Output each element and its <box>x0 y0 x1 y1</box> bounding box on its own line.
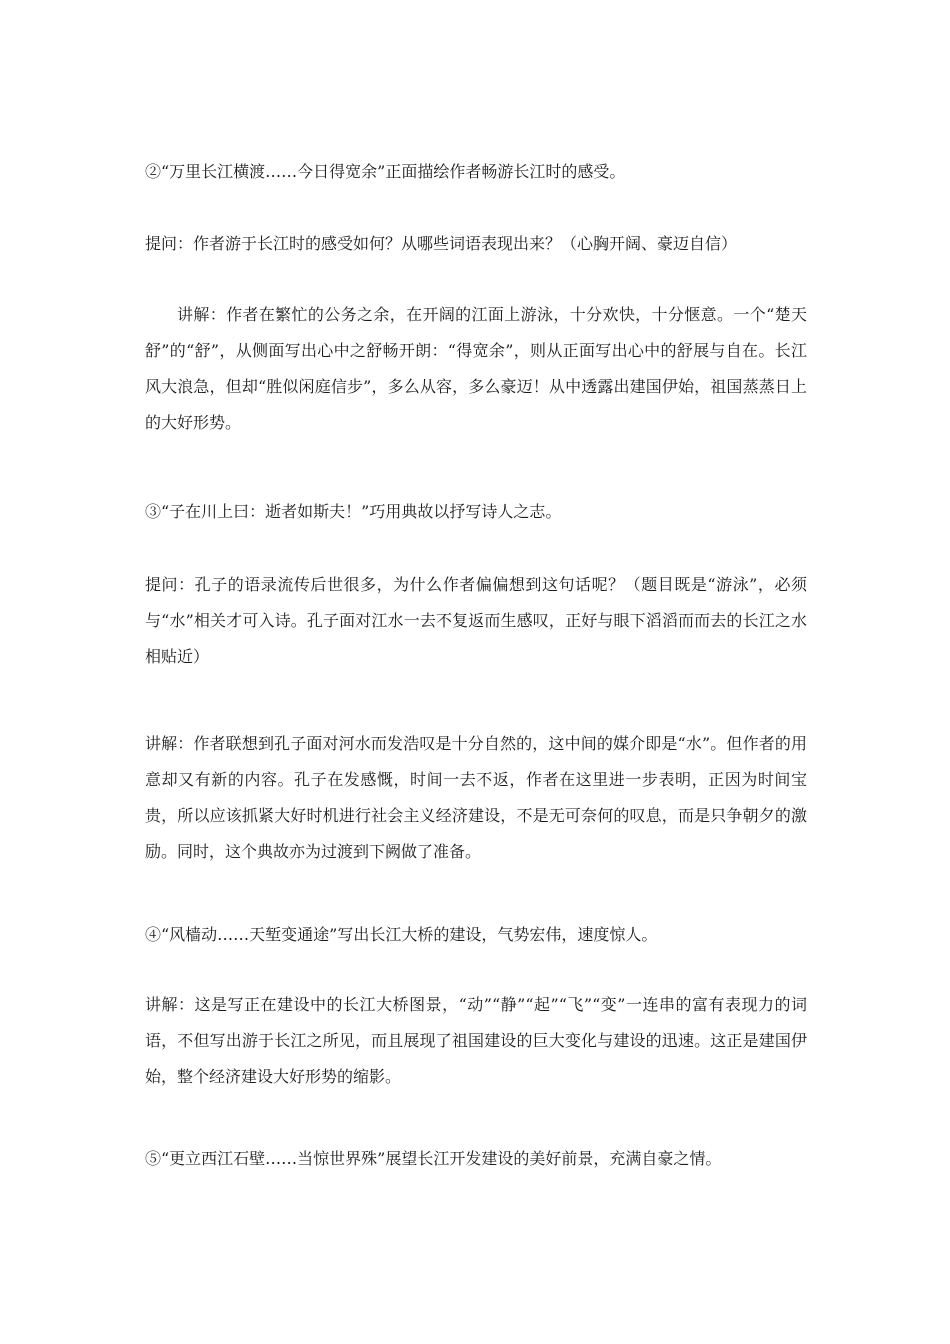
question-1: 提问：作者游于长江时的感受如何？从哪些词语表现出来？（心胸开阔、豪迈自信） <box>145 234 738 253</box>
question-2: 提问：孔子的语录流传后世很多，为什么作者偏偏想到这句话呢？（题目既是“游泳”，必须与“水”相关才可入诗。孔子面对江水一去不复返而生感叹，正好与眼下滔滔而而去的长江之水相贴近） <box>145 575 807 666</box>
point-5-heading: ⑤“更立西江石壁……当惊世界殊”展望长江开发建设的美好前景，充满自豪之情。 <box>145 1149 722 1168</box>
explanation-1: 讲解：作者在繁忙的公务之余，在开阔的江面上游泳，十分欢快，十分惬意。一个“楚天舒”的“舒”，从侧面写出心中之舒畅开朗：“得宽余”，则从正面写出心中的舒展与自在。长江风大浪急，但却“胜似闲庭信步”，多么从容，多么豪迈！从中透露出建国伊始，祖国蒸蒸日上的大好形势。 <box>145 305 807 432</box>
explanation-2: 讲解：作者联想到孔子面对河水而发浩叹是十分自然的，这中间的媒介即是“水”。但作者的用意却又有新的内容。孔子在发感慨，时间一去不返，作者在这里进一步表明，正因为时间宝贵，所以应该抓紧大好时机进行社会主义经济建设，不是无可奈何的叹息，而是只争朝夕的激励。同时，这个典故亦为过渡到下阙做了准备。 <box>145 734 807 861</box>
explanation-3: 讲解：这是写正在建设中的长江大桥图景，“动”“静”“起”“飞”“变”一连串的富有表现力的词语，不但写出游于长江之所见，而且展现了祖国建设的巨大变化与建设的迅速。这正是建国伊始，整个经济建设大好形势的缩影。 <box>145 995 807 1086</box>
point-4-heading: ④“风樯动……天堑变通途”写出长江大桥的建设，气势宏伟，速度惊人。 <box>145 925 658 944</box>
point-2-heading: ②“万里长江横渡……今日得宽余”正面描绘作者畅游长江时的感受。 <box>145 162 626 181</box>
point-3-heading: ③“子在川上曰：逝者如斯夫！”巧用典故以抒写诗人之志。 <box>145 502 562 521</box>
